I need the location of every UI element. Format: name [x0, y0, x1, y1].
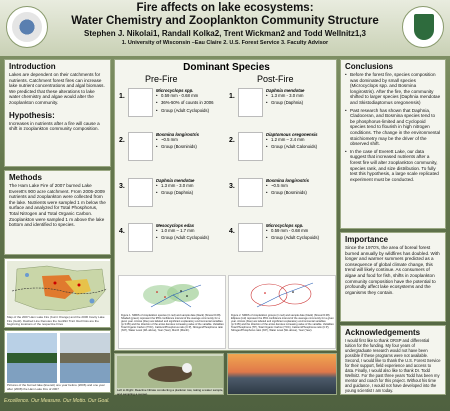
footer-slogan: Excellence. Our Measure. Our Motto. Our Goal.: [4, 398, 110, 404]
species-detail: • Group (Adult Cyclopoids): [266, 235, 336, 240]
poster-authors: Stephen J. Nikolai1, Randall Kolka2, Trent Wickman2 and Todd Wellnitz1,3: [84, 29, 366, 38]
importance-panel: [340, 232, 446, 322]
species-detail: • ~0.5 mm: [266, 183, 336, 188]
species-detail: • 0.59 mm - 0.68 mm: [156, 93, 226, 98]
hypothesis-text: Increases in nutrients after a fire will cause a shift in zooplankton community composition.: [9, 120, 100, 132]
species-name: Microcyclops spp.: [266, 223, 304, 228]
field-photos: [114, 353, 224, 395]
zooplankton-image: [128, 178, 153, 207]
zooplankton-image: [128, 132, 153, 161]
species-number: 3.: [229, 183, 235, 190]
figure-1-caption: Figure 1. NMDS of zooplankton species (in red) and sample date (black) (Stress=0.08). Shaded (green) represent the 95% confidence interval of the average community for a given year. Arrows (blue) are labeled and significant explanatory environmental variables (p<0.05) and the direction of the arrow denotes increasing value of the variable. Variables: Total Organic Carbon (TOC), Calcium/Phosphorus ratio (C:P), Nitrogen/Phosphorus ratio (N:P), Water Level (WL above), Year (Year), Month (Month).: [121, 314, 225, 332]
post-species-1: [229, 87, 334, 123]
species-detail: • 1.0 mm – 1.7 mm: [156, 228, 226, 233]
species-number: 3.: [119, 183, 125, 190]
methods-panel: [4, 170, 111, 255]
conclusions-list: [341, 72, 445, 182]
post-species-4: [229, 222, 334, 258]
nmds-plot-1: [121, 277, 225, 313]
species-number: 4.: [119, 228, 125, 235]
field-photos-image: [117, 356, 223, 388]
species-detail: • 36%-50% of counts in 2006: [156, 100, 226, 105]
species-name: Mesocyclops edax: [156, 223, 194, 228]
pre-species-1: [119, 87, 224, 123]
conclusion-item: • Before the forest fire, species composition was dominated by small species (Microcyclops spp. and Bosmina longirostris). After the fire, the community shifted to larger species (Daphnia mendotae and Skistodiaptomus oregonensis): [345, 72, 441, 106]
methods-text: The Ham Lake Fire of 2007 burned Lake Everett's 900 acre catchment. From 2005-2009 nutrients and zooplankton were collected from the lake. Nutrients were sampled 1 m below the surface and analyzed for Total Phosphorus, Total Nitrogen and Total Organic Carbon. Zooplankton were sampled 1 m above the lake bottom and identified to species.: [9, 183, 106, 228]
importance-title: Importance: [345, 235, 389, 244]
post-fire-heading: Post-Fire: [257, 74, 294, 84]
acknowledgements-text: I would first like to thank ORSP and differential tuition for the funding. My four years of undergraduate research would not have been possible if these programs were not available. Second, I would like to thank the U.S. Forest Service for their support, field experience and access to data. Finally, I would also like to thank Dr. Todd Wellnitz. For the past three years Todd has been my mentor and coach for this project. Without his time and guidance, I would not have developed into the young scientist I am today.: [345, 338, 441, 393]
poster-title-line2: Water Chemistry and Zooplankton Community Structure: [71, 15, 379, 27]
species-detail: • Group (Adult Cyclopoids): [156, 108, 226, 113]
zooplankton-image: [128, 223, 153, 252]
zooplankton-image: [238, 88, 263, 117]
pre-fire-heading: Pre-Fire: [145, 74, 178, 84]
zooplankton-image: [238, 223, 263, 252]
species-detail: • 0.59 mm - 0.68 mm: [266, 228, 336, 233]
pre-species-4: [119, 222, 224, 258]
species-detail: • ~0.5 mm: [156, 137, 226, 142]
species-number: 2.: [229, 137, 235, 144]
conclusions-panel: [340, 59, 446, 229]
conclusions-title: Conclusions: [345, 62, 394, 71]
introduction-panel: [4, 59, 111, 167]
importance-text: Since the 1970's, the area of boreal forest burned annually by wildfires has doubled. With longer and warmer summers predicted as a consequence of global climate change, this trend will likely continue. As consumers of algae and food for fish, shifts in zooplankton community composition have the potential to profoundly affect lake ecosystems and the organisms they contain.: [345, 245, 440, 295]
lake-photos-figure: [4, 330, 111, 393]
species-number: 1.: [119, 93, 125, 100]
zooplankton-image: [238, 132, 263, 161]
acknowledgements-panel: [340, 325, 446, 395]
fire-map-caption: Map of the 2007 Ham Lake Fire (burnt Orange) and the 2006 Cavity Lake Fire (Gold). Dashed Line Denotes the Gunflint Trail. Red Dots are the beginning locations of the respective Fires: [7, 315, 105, 326]
species-detail: • Group (Daphnia): [156, 190, 226, 195]
post-species-2: [229, 131, 334, 167]
figure-2-nmds: [228, 275, 336, 349]
lake-photos-image: [7, 333, 110, 383]
poster-affiliations: 1. University of Wisconsin –Eau Claire 2. U.S. Forest Service 3. Faculty Advisor: [121, 40, 329, 46]
conclusion-item: • In the case of Everett Lake, our data suggest that increased nutrients after a forest fire will alter zooplankton community, species rank, and size distribution. To fully test this hypothesis, a large scale replicated experiment must be conducted.: [345, 149, 441, 183]
zooplankton-image: [128, 88, 153, 117]
pre-species-2: [119, 131, 224, 167]
species-detail: • Group (Bosminids): [266, 190, 336, 195]
species-name: Daphnia mendotae: [156, 178, 195, 183]
fire-map-figure: [4, 258, 111, 328]
methods-title: Methods: [9, 173, 42, 182]
hypothesis-title: Hypothesis:: [9, 110, 55, 120]
forest-service-logo: [402, 6, 444, 48]
post-species-3: [229, 177, 334, 213]
field-photos-caption: Left to Right: Reactive Nitrate conducting a plankton tow, taking a water sample, and sampling a sunset.: [117, 388, 224, 396]
introduction-text: Lakes are dependent on their catchments for nutrients. Catchment forest fires can increase lake nutrient concentrations and algal biomass. We predicted that these alterations to lake water chemistry and algae would alter the zooplankton community.: [9, 72, 105, 105]
introduction-title: Introduction: [9, 62, 56, 71]
species-name: Diaptomous oregonensis: [266, 132, 318, 137]
nmds-plot-2: [231, 277, 335, 313]
dominant-species-title: Dominant Species: [183, 62, 270, 73]
species-name: Bosmina longirostris: [266, 178, 309, 183]
species-name: Daphnia mendotae: [266, 88, 305, 93]
pre-species-3: [119, 177, 224, 213]
lake-photos-caption: Pictures of the burned lake (Everett) one year before (2006) and one year after (2008) the Ham Lake Fire of 2007: [7, 383, 105, 391]
species-detail: • Group (Adult Calonoids): [266, 144, 336, 149]
poster-title-line1: Fire affects on lake ecosystems:: [136, 2, 314, 14]
species-name: Bosmina longirostris: [156, 132, 199, 137]
species-number: 4.: [229, 228, 235, 235]
conclusion-item: • Past research has shown that Daphnia, Cladoceran, and Bosmina species tend to be phosphorus-limited and Cyclopoid species tend to flourish in high nitrogen conditions. The change in the environmental stoichiometry may be the driver of the observed shift.: [345, 108, 441, 147]
species-number: 2.: [119, 137, 125, 144]
species-detail: • 1.2 mm – 2.4 mm: [266, 137, 336, 142]
figure-2-caption: Figure 2. NMDS of zooplankton groups (in red) and sample date (black) (Stress=0.08). Ellipses (red) represent the 95% confidence interval of the average community for a given year. Arrows (blue) are labeled and significant explanatory environmental variables (p<0.05) and the direction of the arrow denotes increasing value of the variable. Variables: Total Phosphorus (TP), Total Organic Carbon (TOC), Calcium/Phosphorus ratio (C:P), Nitrogen/Phosphorus ratio (N:P), Water Level (WL above), Year (Year).: [231, 314, 335, 332]
uw-eau-claire-logo: [6, 6, 48, 48]
acknowledgements-title: Acknowledgements: [345, 328, 421, 337]
species-detail: • Group (Daphnia): [266, 100, 336, 105]
poster-header: [0, 0, 450, 56]
fire-map-image: [7, 261, 110, 315]
zooplankton-image: [238, 178, 263, 207]
species-detail: • 1.3 mm - 3.0 mm: [266, 93, 336, 98]
dominant-species-panel: [114, 59, 337, 351]
species-detail: • Group (Bosminids): [156, 144, 226, 149]
species-name: Microcyclops spp.: [156, 88, 194, 93]
species-number: 1.: [229, 93, 235, 100]
sunset-photo: [227, 353, 337, 395]
figure-1-nmds: [118, 275, 226, 349]
species-detail: • 1.3 mm - 3.0 mm: [156, 183, 226, 188]
species-detail: • Group (Adult Cyclopoids): [156, 235, 226, 240]
